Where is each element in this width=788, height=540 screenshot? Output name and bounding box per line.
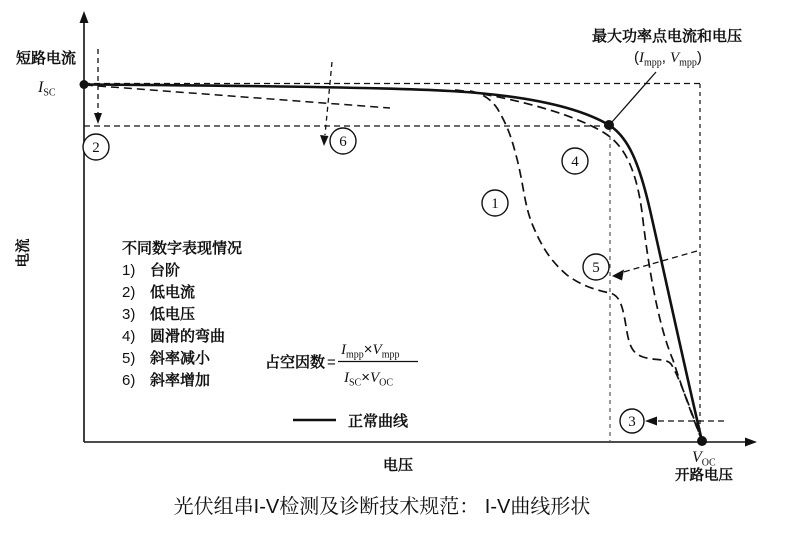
note-item: 1) 台阶 [122,262,181,279]
fill-factor-formula [265,341,418,389]
marker-3-label: 3 [628,414,636,430]
x-axis-arrow-icon [745,438,757,447]
normal-curve-legend [293,413,409,430]
mpp-title: 最大功率点电流和电压 [591,28,743,45]
note-item: 4) 圆滑的弯曲 [122,328,226,345]
formula-denominator: $I_{SC}\times V_{OC}$ [344,369,394,389]
note-item: 3) 低电压 [122,306,196,323]
note-item: 2) 低电流 [122,284,196,301]
ann6-arrow-line [325,62,332,135]
mpp-leader-line [612,72,656,122]
voc-symbol: $V_{OC}$ [692,449,716,469]
isc-symbol: $I_{SC}$ [38,79,56,99]
isc-label: 短路电流 [15,50,77,67]
ann6-arrowhead-icon [320,135,329,146]
ann5-arrow-line [620,251,697,273]
curve-smooth-bend [455,90,702,441]
marker-4-label: 4 [571,154,579,170]
marker-5-label: 5 [592,260,600,276]
ann5-arrowhead-icon [612,270,624,281]
ann2-arrowhead-icon [94,113,102,124]
legend-label: 正常曲线 [348,413,409,430]
marker-1-label: 1 [491,196,499,212]
note-item: 6) 斜率增加 [122,372,211,389]
note-item: 5) 斜率减小 [122,350,211,367]
marker-2-label: 2 [92,140,100,156]
isc-point [80,80,89,89]
formula-equals: = [327,354,336,371]
mpp-point [604,120,614,130]
x-axis-label: 电压 [382,457,414,474]
notes-title: 不同数字表现情况 [122,240,243,257]
notes-block [122,239,242,389]
voc-point [697,436,707,446]
formula-lhs: 占空因数 [265,354,326,371]
formula-numerator: $I_{mpp}\times V_{mpp}$ [341,341,400,361]
ann3-arrowhead-icon [645,417,657,426]
y-axis-label: 电流 [16,238,32,268]
figure-caption: 光伏组串I-V检测及诊断技术规范： I-V曲线形状 [173,496,591,518]
y-axis-arrow-icon [80,11,89,23]
voc-label: 开路电压 [675,468,733,484]
mpp-symbols: ($I_{mpp}$, $V_{mpp}$) [634,49,702,69]
marker-6-label: 6 [339,134,347,150]
